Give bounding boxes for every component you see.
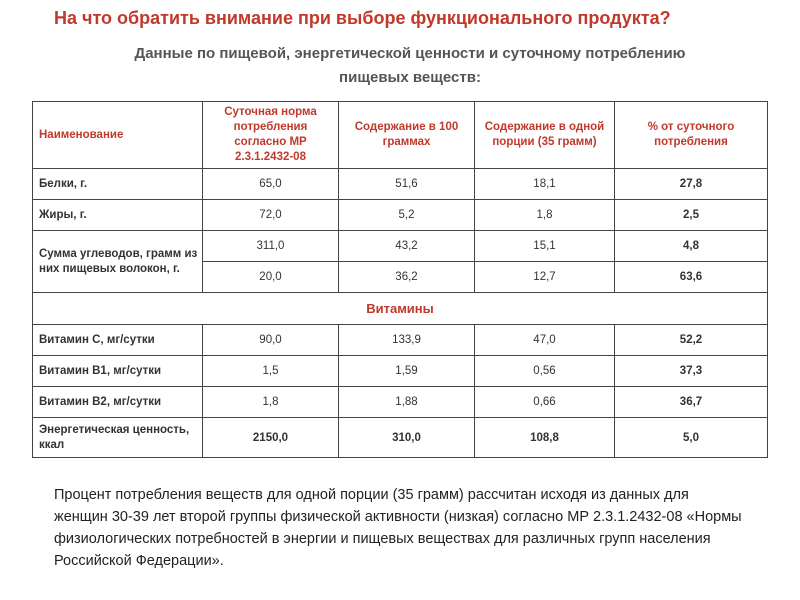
table-row <box>33 356 768 387</box>
cell-pct: 36,7 <box>615 387 768 418</box>
row-name: Белки, г. <box>33 169 203 200</box>
cell-pct: 4,8 <box>615 231 768 262</box>
header-daily-pct: % от суточного потребления <box>615 102 768 169</box>
cell-norm: 1,5 <box>203 356 339 387</box>
cell-portion: 47,0 <box>475 325 615 356</box>
cell-per100: 310,0 <box>339 418 475 458</box>
cell-per100: 43,2 <box>339 231 475 262</box>
cell-pct: 52,2 <box>615 325 768 356</box>
table-row <box>33 325 768 356</box>
page-title: На что обратить внимание при выборе функционального продукта? <box>54 8 671 28</box>
cell-portion: 15,1 <box>475 231 615 262</box>
cell-pct: 63,6 <box>615 262 768 293</box>
cell-norm: 1,8 <box>203 387 339 418</box>
cell-pct: 2,5 <box>615 200 768 231</box>
cell-per100: 133,9 <box>339 325 475 356</box>
cell-norm: 65,0 <box>203 169 339 200</box>
cell-portion: 0,56 <box>475 356 615 387</box>
cell-pct: 27,8 <box>615 169 768 200</box>
table-row <box>33 231 768 262</box>
cell-norm: 72,0 <box>203 200 339 231</box>
cell-per100: 36,2 <box>339 262 475 293</box>
section-vitamins: Витамины <box>33 293 768 325</box>
cell-portion: 108,8 <box>475 418 615 458</box>
cell-per100: 1,88 <box>339 387 475 418</box>
cell-portion: 0,66 <box>475 387 615 418</box>
header-name: Наименование <box>33 102 203 169</box>
cell-per100: 5,2 <box>339 200 475 231</box>
cell-per100: 1,59 <box>339 356 475 387</box>
header-per-100g: Содержание в 100 граммах <box>339 102 475 169</box>
header-daily-norm: Суточная норма потребления согласно МР 2.3.1.2432-08 <box>203 102 339 169</box>
table-row <box>33 387 768 418</box>
row-name: Жиры, г. <box>33 200 203 231</box>
cell-portion: 1,8 <box>475 200 615 231</box>
table-header-row <box>33 102 768 169</box>
row-name: Энергетическая ценность, ккал <box>33 418 203 458</box>
nutrition-table <box>32 101 768 458</box>
table-row <box>33 169 768 200</box>
subtitle-line1: Данные по пищевой, энергетической ценности и суточному потреблению <box>134 45 686 62</box>
subtitle <box>40 42 780 90</box>
row-name: Витамин С, мг/сутки <box>33 325 203 356</box>
cell-norm: 311,0 <box>203 231 339 262</box>
footnote: Процент потребления веществ для одной порции (35 грамм) рассчитан исходя из данных для женщин 30-39 лет второй группы физической активности (низкая) согласно МР 2.3.1.2432-08 «Нормы физиологических потребностей в энергии и пищевых веществах для различных групп населения Российской Федерации». <box>54 487 742 569</box>
header-per-portion: Содержание в одной порции (35 грамм) <box>475 102 615 169</box>
cell-norm: 90,0 <box>203 325 339 356</box>
row-name: Сумма углеводов, грамм из них пищевых волокон, г. <box>33 231 203 293</box>
cell-portion: 18,1 <box>475 169 615 200</box>
row-name: Витамин В2, мг/сутки <box>33 387 203 418</box>
row-name: Витамин В1, мг/сутки <box>33 356 203 387</box>
cell-per100: 51,6 <box>339 169 475 200</box>
table-row <box>33 418 768 458</box>
cell-portion: 12,7 <box>475 262 615 293</box>
cell-pct: 37,3 <box>615 356 768 387</box>
cell-norm: 20,0 <box>203 262 339 293</box>
table-section-row <box>33 293 768 325</box>
table-row <box>33 200 768 231</box>
subtitle-line2: пищевых веществ: <box>339 69 481 86</box>
cell-norm: 2150,0 <box>203 418 339 458</box>
cell-pct: 5,0 <box>615 418 768 458</box>
